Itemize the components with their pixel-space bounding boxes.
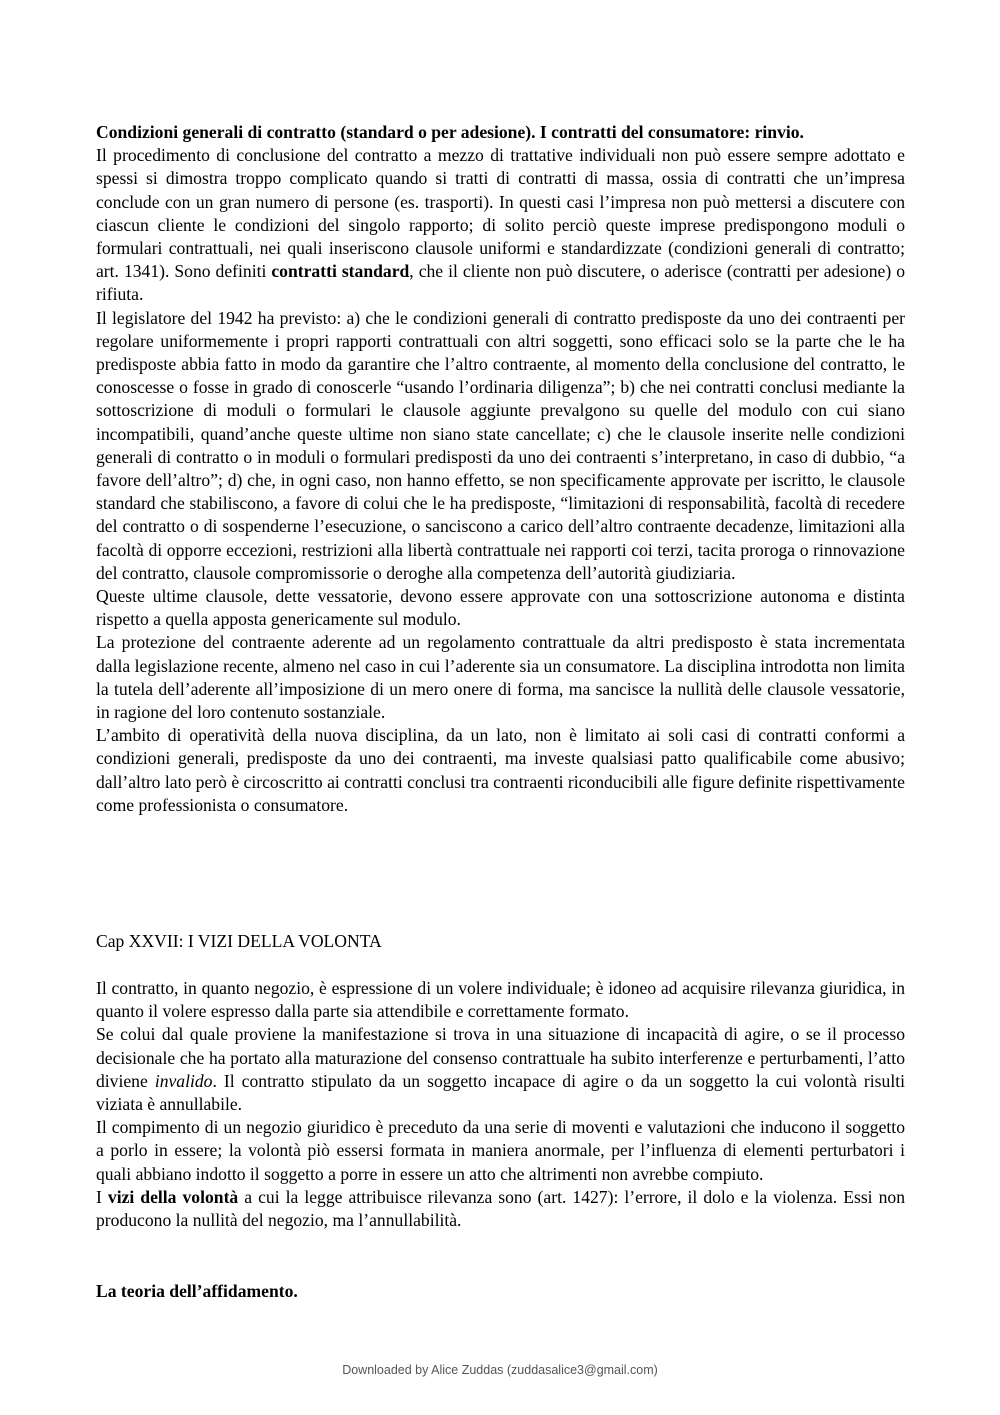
paragraph: Il legislatore del 1942 ha previsto: a) che le condizioni generali di contratto predisposte da uno dei contraenti per regolare uniformemente i propri rapporti contrattuali con altri soggetti, sono efficaci solo se la parte che le ha predisposte abbia fatto in modo da garantire che l’altro contraente, al momento della conclusione del contratto, le conoscesse o fosse in grado di conoscerle “usando l’ordinaria diligenza”; b) che nei contratti conclusi mediante la sottoscrizione di moduli o formulari le clausole aggiunte prevalgono su quelle del modulo con cui siano incompatibili, quand’anche queste ultime non siano state cancellate; c) che le clausole inserite nelle condizioni generali di contratto o in moduli o formulari predisposti da uno dei contraenti s’interpretano, in caso di dubbio, “a favore dell’altro”; d) che, in ogni caso, non hanno effetto, se non specificamente approvate per iscritto, le clausole standard che stabiliscono, a favore di colui che le ha predisposte, “limitazioni di responsabilità, facoltà di recedere del contratto o di sospenderne l’esecuzione, o sanciscono a carico dell’altro contraente decadenze, limitazioni alla facoltà di opporre eccezioni, restrizioni alla libertà contrattuale nei rapporti coi terzi, tacita proroga o rinnovazione del contratto, clausole compromissorie o deroghe alla competenza dell’autorità giudiziaria. <box>96 307 905 583</box>
paragraph: L’ambito di operatività della nuova disciplina, da un lato, non è limitato ai soli casi di contratti conformi a condizioni generali, predisposte da uno dei contraenti, ma investe qualsiasi patto qualificabile come abusivo; dall’altro lato però è circoscritto ai contratti conclusi tra contraenti riconducibili alle figure definite rispettivamente come professionista o consumatore. <box>96 725 905 815</box>
paragraph <box>96 1186 905 1232</box>
paragraph <box>96 1023 905 1116</box>
download-footer: Downloaded by Alice Zuddas (zuddasalice3@gmail.com) <box>342 1363 658 1377</box>
bold-term: vizi della volontà <box>107 1186 239 1207</box>
section-heading: La teoria dell’affidamento. <box>96 1281 298 1301</box>
paragraph <box>96 144 905 306</box>
italic-term: invalido <box>154 1070 213 1091</box>
paragraph-text: . Il contratto stipulato da un soggetto incapace di agire o da un soggetto la cui volontà risulti viziata è annullabile. <box>96 1070 905 1115</box>
chapter-title: Cap XXVII: I VIZI DELLA VOLONTA <box>96 931 382 951</box>
paragraph: Il compimento di un negozio giuridico è preceduto da una serie di moventi e valutazioni che inducono il soggetto a porlo in essere; la volontà piò essersi formata in maniera anormale, per l’influenza di elementi perturbatori i quali abbiano indotto il soggetto a porre in essere un atto che altrimenti non avrebbe compiuto. <box>96 1117 905 1184</box>
paragraph: La protezione del contraente aderente ad un regolamento contrattuale da altri predisposto è stata incrementata dalla legislazione recente, almeno nel caso in cui l’aderente sia un consumatore. La disciplina introdotta non limita la tutela dell’aderente all’imposizione di un mero onere di forma, ma sancisce la nullità delle clausole vessatorie, in ragione del loro contenuto sostanziale. <box>96 632 905 723</box>
paragraph-text: Se colui dal quale proviene la manifestazione si trova in una situazione di incapacità di agire, o se il processo decisionale che ha portato alla maturazione del consenso contrattuale ha subito interferenze e perturbamenti, l’atto diviene <box>96 1024 905 1091</box>
section-heading: Condizioni generali di contratto (standard o per adesione). I contratti del consumatore: rinvio. <box>96 122 804 142</box>
paragraph-text: Il procedimento di conclusione del contratto a mezzo di trattative individuali non può essere sempre adottato e spessi si dimostra troppo complicato quando si tratti di contratti di massa, ossia di contratti che un’impresa conclude con un gran numero di persone (es. trasporti). In questi casi l’impresa non può mettersi a discutere con ciascun cliente le condizioni del singolo rapporto; di solito perciò queste imprese predispongono moduli o formulari contrattuali, nei quali inseriscono clausole uniformi e standardizzate (condizioni generali di contratto; art. 1341). Sono definiti <box>96 145 905 282</box>
bold-term: contratti standard <box>271 261 410 282</box>
paragraph-text: , che il cliente non può discutere, o aderisce (contratti per adesione) o rifiuta. <box>96 261 905 305</box>
chapter-block <box>96 930 905 953</box>
section-general-conditions <box>96 121 905 817</box>
paragraph: Il contratto, in quanto negozio, è espressione di un volere individuale; è idoneo ad acquisire rilevanza giuridica, in quanto il volere espresso dalla parte sia attendibile e correttamente formato. <box>96 978 905 1022</box>
section-reliance-theory <box>96 1280 905 1303</box>
paragraph-text: a cui la legge attribuisce rilevanza sono (art. 1427): l’errore, il dolo e la violenza. Essi non producono la nullità del negozio, ma l’annullabilità. <box>96 1186 905 1231</box>
paragraph: Queste ultime clausole, dette vessatorie, devono essere approvate con una sottoscrizione autonoma e distinta rispetto a quella apposta genericamente sul modulo. <box>96 586 905 630</box>
paragraph-text: I <box>96 1186 108 1207</box>
section-vices-of-will <box>96 977 905 1232</box>
